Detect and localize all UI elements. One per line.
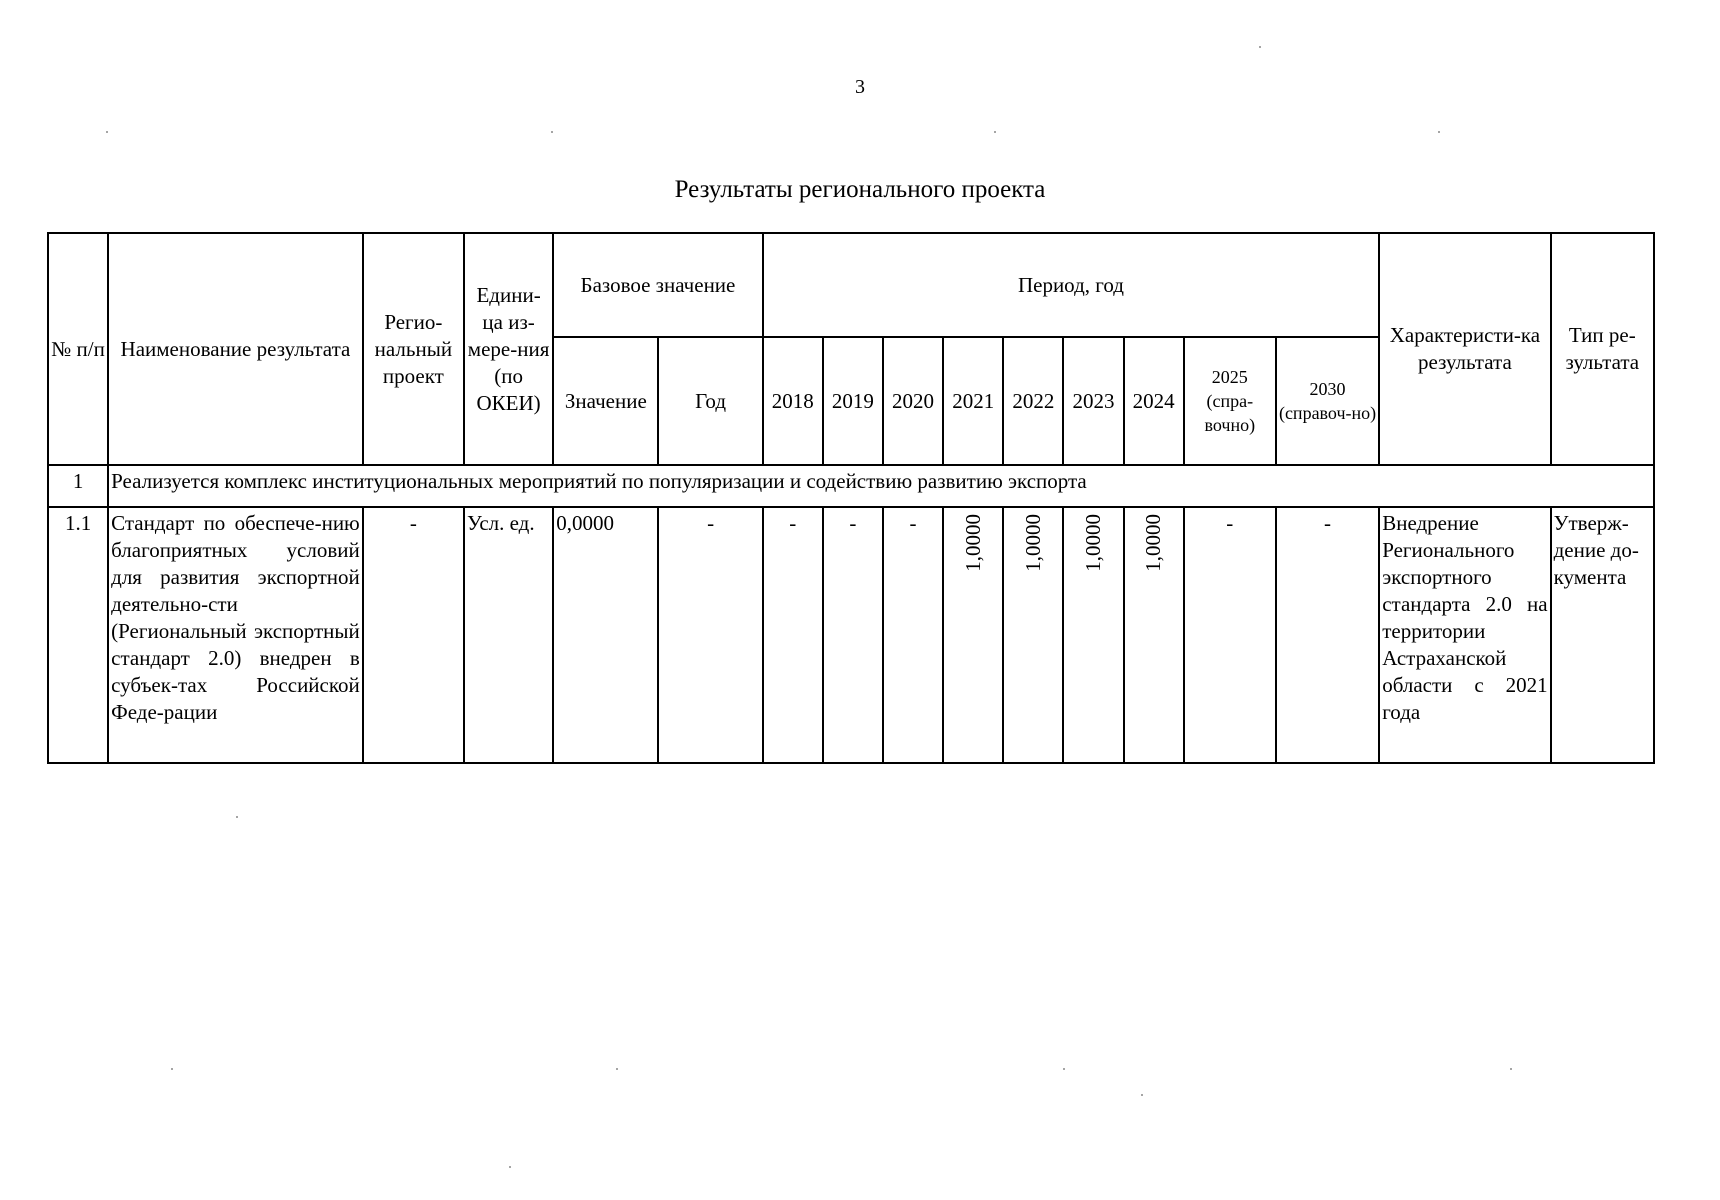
header-regional-project: Регио-нальный проект xyxy=(363,233,464,465)
scan-speck xyxy=(1063,1068,1065,1070)
row-value-2022-cell xyxy=(1003,507,1063,763)
row-base-value: 0,0000 xyxy=(553,507,658,763)
row-value-2025: - xyxy=(1184,507,1276,763)
row-name: Стандарт по обеспече-нию благоприятных условий для развития экспортной деятельно-сти (Региональный экспортный стандарт 2.0) внедрен в субъек-тах Российской Феде-рации xyxy=(108,507,363,763)
row-value-2024-cell xyxy=(1124,507,1184,763)
row-value-2030: - xyxy=(1276,507,1379,763)
row-value-2023: 1,0000 xyxy=(1080,514,1105,572)
header-name: Наименование результата xyxy=(108,233,363,465)
row-value-2021: 1,0000 xyxy=(960,514,985,572)
scan-speck xyxy=(616,1068,618,1070)
scan-speck xyxy=(1510,1068,1512,1070)
section-title: Реализуется комплекс институциональных мероприятий по популяризации и содействию развитию экспорта xyxy=(108,465,1654,507)
results-table xyxy=(47,232,1655,764)
row-value-2018: - xyxy=(763,507,823,763)
header-num: № п/п xyxy=(48,233,108,465)
header-base-value-value: Значение xyxy=(553,337,658,465)
row-value-2024: 1,0000 xyxy=(1141,514,1166,572)
row-num: 1.1 xyxy=(48,507,108,763)
header-year-2022: 2022 xyxy=(1003,337,1063,465)
row-value-2022: 1,0000 xyxy=(1020,514,1045,572)
row-base-year: - xyxy=(658,507,762,763)
page-number: 3 xyxy=(855,76,865,98)
table-row xyxy=(48,507,1654,763)
scan-speck xyxy=(1141,1094,1143,1096)
header-year-2020: 2020 xyxy=(883,337,943,465)
header-base-value-year: Год xyxy=(658,337,762,465)
row-value-2019: - xyxy=(823,507,883,763)
scan-speck xyxy=(236,816,238,818)
scan-speck xyxy=(1438,131,1440,133)
row-characteristic: Внедрение Регионального экспортного стандарта 2.0 на территории Астраханской области с 2021 года xyxy=(1379,507,1550,763)
section-num: 1 xyxy=(48,465,108,507)
header-year-2023: 2023 xyxy=(1063,337,1123,465)
header-year-2021: 2021 xyxy=(943,337,1003,465)
row-value-2021-cell xyxy=(943,507,1003,763)
header-year-2018: 2018 xyxy=(763,337,823,465)
row-value-2023-cell xyxy=(1063,507,1123,763)
header-base-value: Базовое значение xyxy=(553,233,763,337)
header-characteristic: Характеристи-ка результата xyxy=(1379,233,1550,465)
row-type: Утверж-дение до-кумента xyxy=(1551,507,1654,763)
scan-speck xyxy=(551,131,553,133)
row-unit: Усл. ед. xyxy=(464,507,553,763)
header-row-top xyxy=(48,233,1654,337)
page-title: Результаты регионального проекта xyxy=(674,176,1046,203)
row-value-2020: - xyxy=(883,507,943,763)
scan-speck xyxy=(106,131,108,133)
scan-speck xyxy=(509,1166,511,1168)
header-year-2025: 2025 (спра-вочно) xyxy=(1184,337,1276,465)
header-period: Период, год xyxy=(763,233,1380,337)
header-type: Тип ре-зультата xyxy=(1551,233,1654,465)
header-year-2030: 2030 (справоч-но) xyxy=(1276,337,1379,465)
scan-speck xyxy=(1259,46,1261,48)
section-row xyxy=(48,465,1654,507)
row-regional-project: - xyxy=(363,507,464,763)
scan-speck xyxy=(171,1068,173,1070)
header-year-2024: 2024 xyxy=(1124,337,1184,465)
header-unit: Едини-ца из-мере-ния (по ОКЕИ) xyxy=(464,233,553,465)
header-year-2019: 2019 xyxy=(823,337,883,465)
scan-speck xyxy=(994,131,996,133)
